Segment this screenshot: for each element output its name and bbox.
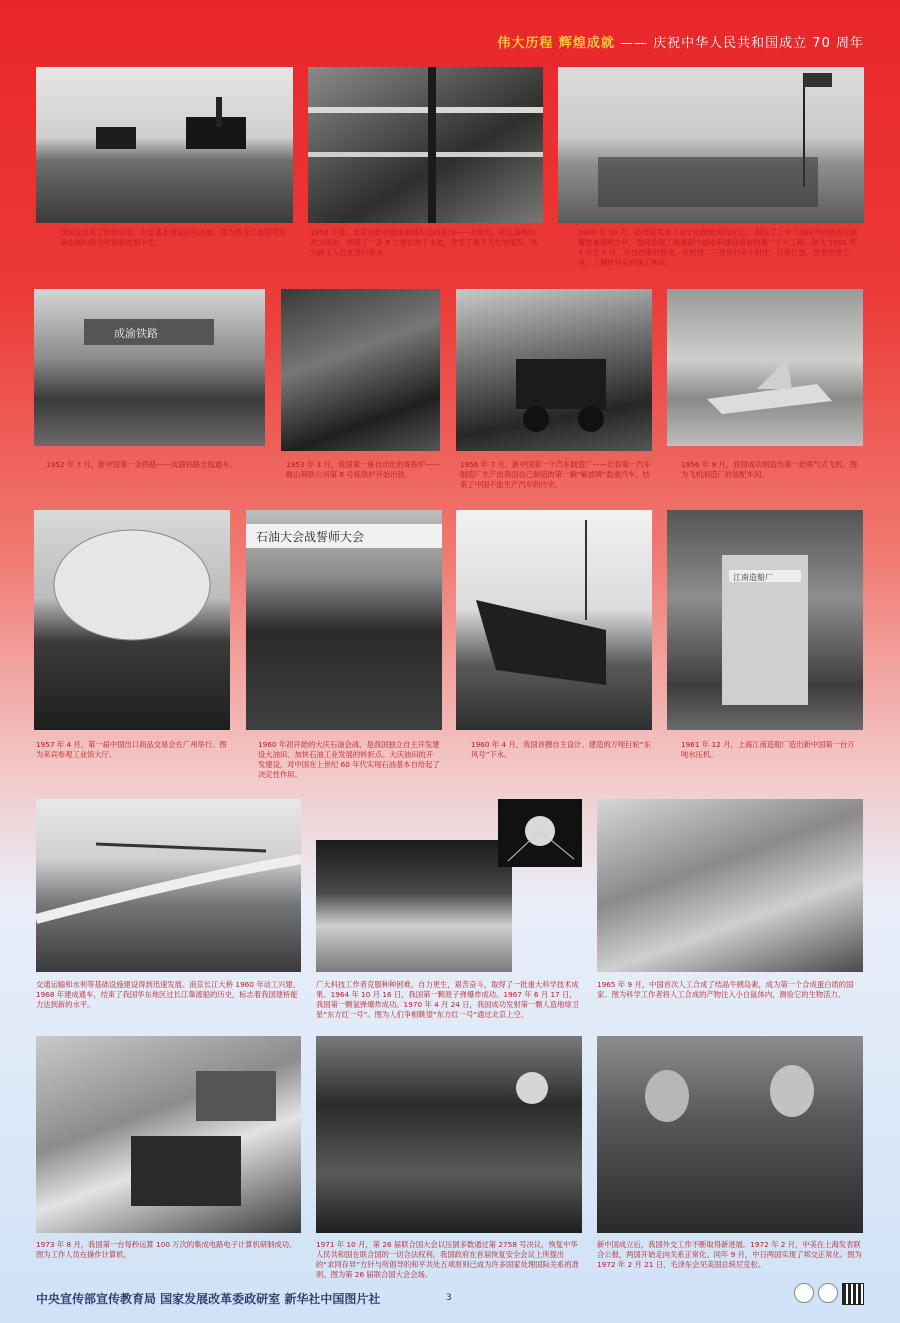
caption-2: 1950 年春，北京市政府疏浚南城有名的臭沟——龙须沟。把这条明沟改为暗沟，修建了一条 8 公里长的下水道，改变了极不卫生的情况。图为施工人员在进行淘水。: [310, 228, 539, 257]
caption-15: 1973 年 8 月，我国第一台每秒运算 100 万次的集成电路电子计算机研制成功。图为工作人员在操作计算机。: [36, 1240, 297, 1259]
photo-canton-fair: [34, 510, 230, 730]
photo-huai-river: [558, 67, 864, 223]
photo-dongfanghong-satellite: [498, 799, 582, 867]
caption-1: 我国农业有了较快发展，农业基本建设初见成效。图为黑龙江省国营友谊农场的联合收割机收割小麦。: [60, 228, 287, 247]
press-plate: 江南造船厂: [733, 573, 773, 582]
caption-5: 1953 年 3 月，我国第一座自动化的炼铁炉——鞍山钢铁公司第 8 号炼铁炉开始出铁。: [286, 460, 441, 479]
footer-logos: [794, 1283, 864, 1305]
caption-10: 1960 年 4 月，我国首艘自主设计、建造的万吨巨轮“东风号”下水。: [471, 740, 651, 759]
photo-blast-furnace: [281, 289, 440, 451]
caption-16: 1971 年 10 月，第 26 届联合国大会以压倒多数通过第 2758 号决议，恢复中华人民共和国在联合国的一切合法权利。我国政府在首届恢复安全会议上所提出的“求同存异”方针与所倡导的和平共处五项原则已成为许多国家处理国际关系的准则。图为第 26 届联合国大会会场。: [316, 1240, 579, 1279]
photo-dongfeng-ship: [456, 510, 652, 730]
caption-4: 1952 年 7 月，新中国第一条铁路——成渝铁路全线通车。: [46, 460, 237, 469]
page-header: [497, 32, 864, 51]
photo-daqing-rally: [246, 510, 442, 730]
photo-satellite-watchers: [316, 840, 512, 972]
photo-mao-nixon: [597, 1036, 863, 1233]
photo-insulin-synthesis: [597, 799, 863, 972]
photo-harvester: [36, 67, 293, 223]
caption-17: 新中国成立后，我国外交工作不断取得新进展。1972 年 2 月，中美在上海发表联合公报，两国开始走向关系正常化。同年 9 月，中日两国实现了邦交正常化。图为 1972 年 2 月 21 日，毛泽东会见美国总统尼克松。: [597, 1240, 862, 1269]
caption-11: 1961 年 12 月，上海江南造船厂造出新中国第一台万吨水压机。: [681, 740, 855, 759]
photo-railway-opening: [34, 289, 265, 446]
caption-12: 交通运输和水利等基础设施建设得到迅速发展。南京长江大桥 1960 年动工兴建，1968 年建成通车，结束了我国华东地区过长江靠渡船的历史，标志着我国建桥能力达到新的水平。: [36, 980, 301, 1009]
photo-computer-operator: [36, 1036, 301, 1233]
photo-nanjing-bridge: [36, 799, 301, 972]
photo-un-assembly: [316, 1036, 582, 1233]
caption-3: 1950 年 10 月，政务院发布《关于治理淮河的决定》，制定了上中下游按不同情况实施蓄泄兼筹的方针。淮河治理工程是新中国水利建设事业的第一个大工程。图为 1951 年 3 月至 4 月，参加治淮的群众，从周围二三百里的各个村庄，打着红旗，抬着治淮工具、工棚材料走向施工地点。: [578, 228, 858, 267]
qr-code-icon: [842, 1283, 864, 1305]
caption-9: 1960 年初开始的大庆石油会战，是我国独立自主开发建设大油田、加快石油工业发展的转折点。大庆油田的开发建设，对中国在上世纪 60 年代实现石油基本自给起了决定性作用。: [258, 740, 440, 779]
photo-jiefang-truck: [456, 289, 652, 451]
daqing-banner: 石油大会战誓师大会: [256, 530, 365, 544]
page-number: 3: [446, 1293, 452, 1303]
caption-8: 1957 年 4 月，第一届中国出口商品交易会在广州举行。图为来宾参观工业馆大厅。: [36, 740, 227, 759]
railway-arch-sign: 成渝铁路: [114, 327, 158, 340]
header-highlight: 伟大历程 辉煌成就: [497, 36, 615, 51]
xinhua-logo-icon: [818, 1283, 838, 1303]
publisher-logo-icon: [794, 1283, 814, 1303]
caption-6: 1956 年 7 月，新中国第一个汽车制造厂——长春第一汽车制造厂生产出我国自己制造的第一辆“解放牌”载重汽车，结束了中国不能生产汽车的历史。: [460, 460, 651, 489]
footer-publishers: 中央宣传部宣传教育局 国家发展改革委政研室 新华社中国图片社: [36, 1292, 381, 1306]
caption-7: 1956 年 9 月，我国成功制造出第一批喷气式飞机。图为飞机制造厂的装配车间。: [681, 460, 858, 479]
header-title: —— 庆祝中华人民共和国成立 70 周年: [620, 36, 864, 51]
photo-longxu-ditch: [308, 67, 543, 223]
caption-13: 广大科技工作者克服种种困难，自力更生，艰苦奋斗，取得了一批重大科学技术成果。1964 年 10 月 16 日，我国第一颗原子弹爆炸成功。1967 年 6 月 17 日，我国第一颗氢弹爆炸成功。1970 年 4 月 24 日，我国成功发射第一颗人造地球卫星“东方红一号”。图为人们争相眺望“东方红一号”通过北京上空。: [316, 980, 579, 1019]
caption-14: 1965 年 9 月，中国首次人工合成了结晶牛胰岛素，成为第一个合成蛋白质的国家。图为科学工作者将人工合成的产物注入小白鼠体内，测验它的生物活力。: [597, 980, 854, 999]
photo-jet-factory: [667, 289, 863, 446]
photo-hydraulic-press: [667, 510, 863, 730]
